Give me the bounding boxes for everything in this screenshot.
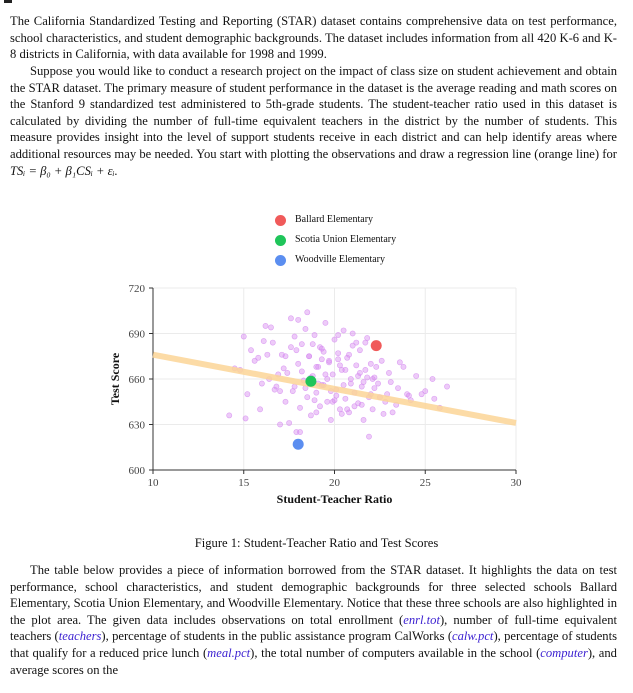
scatter-point [343,396,348,401]
scatter-point [227,413,232,418]
p3-text-f: ), and average scores on the [10,645,617,677]
ballard-point [371,340,382,351]
scatter-point [297,429,302,434]
scatter-point [368,361,373,366]
scatter-point [292,384,297,389]
research-paragraph-text: Suppose you would like to conduct a research project on the impact of class size on student achievement and obtain the STAR dataset. The primary measure of student performance in the dataset is the average reading and math scores on the Stanford 9 standardized test administered to 5th-grade students. The student-teacher ratio used in this dataset is calculated by dividing the number of full-time equivalent teachers in the district by the number of students. This measure provides insight into the level of support students receive in each district and can help identify areas where additional resources may be needed. You start with plotting the observations and draw a regression line (orange line) for [10,64,617,161]
scatter-point [350,331,355,336]
figure-caption: Figure 1: Student-Teacher Ratio and Test Scores [194,536,439,550]
scatter-point [288,345,293,350]
x-tick-label: 20 [329,477,340,489]
scatter-point [263,323,268,328]
scatter-point [354,363,359,368]
y-tick-label: 690 [128,328,145,341]
y-axis-label: Test Score [108,352,122,406]
scatter-point [381,411,386,416]
scatter-point [288,316,293,321]
scatter-point [270,340,275,345]
scatter-point [390,410,395,415]
scatter-point [265,352,270,357]
scatter-point [414,373,419,378]
scatter-point [323,372,328,377]
y-tick-label: 660 [128,374,145,386]
scatter-point [332,398,337,403]
scatter-point [357,348,362,353]
p3-text-a: The table below provides a piece of information borrowed from the STAR dataset. It highlights the data on test performance, school characteristics, and student demographic backgrounds for three selected schools Ballard Elementary, Scotia Union Elementary, and Woodville Elementary. Notice that these three schools are also highlighted in the plot area. The given data includes observations on total enrollment ( [10,563,617,627]
var-meal-pct: meal.pct [207,645,251,660]
legend-label-ballard: Ballard Elementary [295,214,374,225]
scatter-point [257,407,262,412]
scatter-point [285,370,290,375]
scatter-point [317,404,322,409]
scatter-point [365,375,370,380]
y-tick-label: 600 [128,465,145,477]
scatter-point [296,361,301,366]
scatter-point [354,340,359,345]
scatter-point [336,357,341,362]
x-tick-label: 25 [419,477,431,489]
scatter-point [432,396,437,401]
scatter-point [294,348,299,353]
scatter-point [355,373,360,378]
p3-text-b: ), number of full-time equivalent teachers ( [10,612,617,644]
scatter-point [326,358,331,363]
scatter-point [277,422,282,427]
scatter-point [272,387,277,392]
scatter-point [405,392,410,397]
scatter-point [268,325,273,330]
scatter-point [312,332,317,337]
scatter-point [261,338,266,343]
var-enrl-tot: enrl.tot [403,612,440,627]
legend-label-scotia: Scotia Union Elementary [295,234,397,245]
scatter-point [397,360,402,365]
legend-label-woodville: Woodville Elementary [295,254,385,265]
scatter-point [292,334,297,339]
scatter-point [419,392,424,397]
scatter-point [241,334,246,339]
scatter-point [375,381,380,386]
scatter-point [321,349,326,354]
intro-paragraph: The California Standardized Testing and Reporting (STAR) dataset contains comprehensive data on test performance, school characteristics, and student demographic backgrounds. The dataset includes information from all 420 K-6 and K-8 districts in California, with data available for 1998 and 1999. [10,14,617,62]
scatter-point [325,399,330,404]
scatter-point [323,320,328,325]
scatter-point [319,357,324,362]
x-axis-label: Student-Teacher Ratio [276,492,393,506]
y-tick-label: 630 [128,419,145,432]
scatter-point [372,386,377,391]
scatter-point [345,407,350,412]
scatter-point [379,358,384,363]
scatter-point [305,395,310,400]
scatter-point [430,376,435,381]
scatter-point [346,352,351,357]
var-teachers: teachers [58,629,102,644]
scatter-point [243,416,248,421]
x-tick-label: 10 [147,477,159,489]
scatter-point [299,369,304,374]
p3-text-e: ), the total number of computers available in the school ( [250,645,541,660]
scatter-point [339,411,344,416]
var-computer: computer [540,645,588,660]
scatter-point [283,354,288,359]
scatter-point [370,376,375,381]
scatter-point [336,351,341,356]
scatter-point [314,410,319,415]
scatter-point [388,379,393,384]
x-tick-label: 15 [238,477,250,489]
scatter-point [348,381,353,386]
scatter-point [312,398,317,403]
scatter-point [256,355,261,360]
scatter-figure [0,205,633,515]
scatter-point [314,364,319,369]
scatter-point [245,392,250,397]
scatter-point [277,389,282,394]
scatter-point [332,337,337,342]
scatter-point [359,402,364,407]
scatter-point [395,386,400,391]
cut-off-glyph [4,0,12,3]
y-tick-label: 720 [128,283,145,295]
scatter-point [317,345,322,350]
scatter-point [330,372,335,377]
regression-equation: TSᵢ = β₀ + β₁CSᵢ + εᵢ. [10,163,118,178]
scatter-point [363,367,368,372]
research-paragraph [10,63,617,179]
scatter-point [287,420,292,425]
scatter-point [401,364,406,369]
table-description-paragraph [10,562,617,678]
scatter-point [374,364,379,369]
scatter-point [341,382,346,387]
scatter-point [308,413,313,418]
scatter-point [283,399,288,404]
scatter-point [303,326,308,331]
scatter-point [343,367,348,372]
scatter-point [336,332,341,337]
scatter-point [386,370,391,375]
scatter-point [363,340,368,345]
scatter-point [337,363,342,368]
scatter-point [361,417,366,422]
scatter-point [310,342,315,347]
scatter-point [296,317,301,322]
scatter-point [341,328,346,333]
scatter-point [352,404,357,409]
scatter-point [259,381,264,386]
scatter-point [297,405,302,410]
scatter-point [366,434,371,439]
scatter-point [370,407,375,412]
woodville-point [293,439,304,450]
scatter-point [281,366,286,371]
x-tick-label: 30 [510,477,522,489]
scatter-point [361,379,366,384]
scatter-chart [0,205,633,515]
scatter-point [306,354,311,359]
scotia-point [305,376,316,387]
scatter-point [314,390,319,395]
scatter-point [248,348,253,353]
p3-text-d: ), percentage of students that qualify for a reduced price lunch ( [10,629,617,660]
scatter-point [299,342,304,347]
var-calw-pct: calw.pct [452,629,494,644]
p3-text-c: ), percentage of students in the public assistance program CalWorks ( [101,629,453,644]
scatter-point [305,310,310,315]
scatter-point [444,384,449,389]
scatter-point [328,417,333,422]
